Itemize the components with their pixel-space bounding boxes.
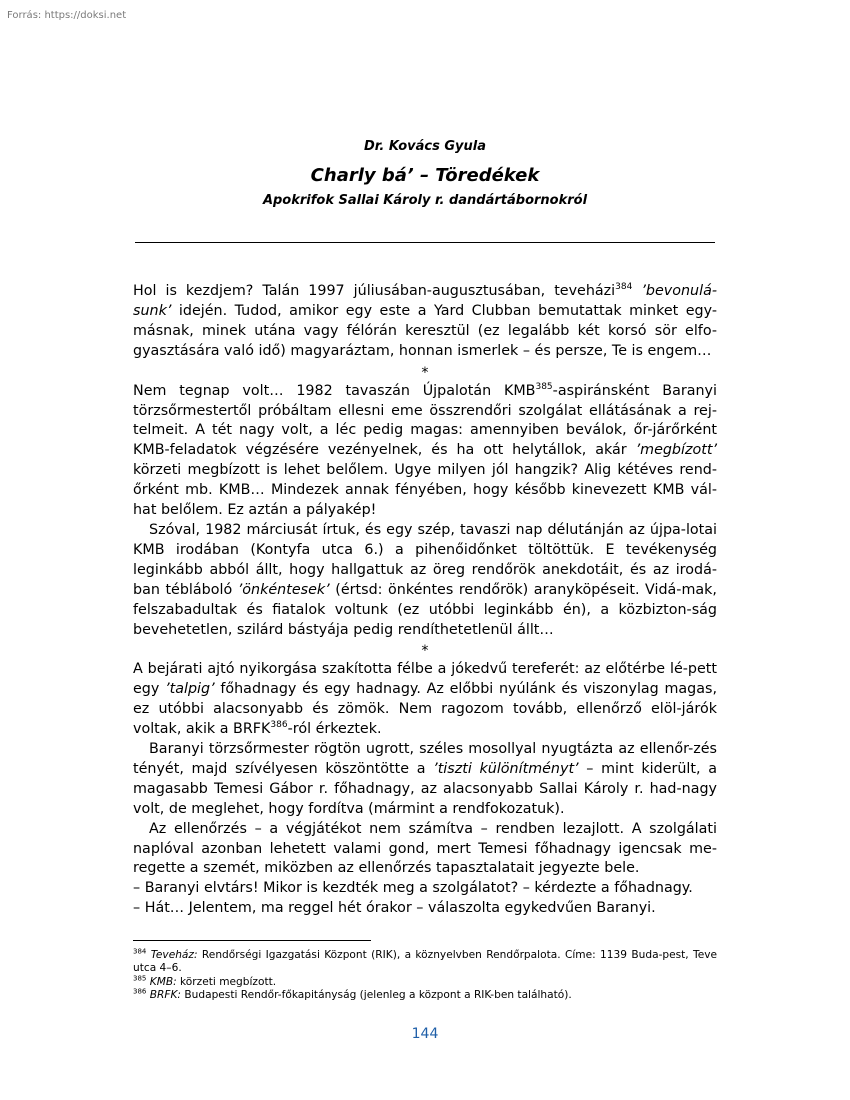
dialogue-line: – Baranyi elvtárs! Mikor is kezdték meg a szolgálatot? – kérdezte a főhadnagy. [133, 880, 693, 897]
header-divider [135, 242, 715, 243]
author: Dr. Kovács Gyula [364, 139, 486, 154]
paragraph: A bejárati ajtó nyikorgása szakította félbe a jókedvű tereferét: az előtérbe lé-pett egy ’talpig’ főhadnagy és egy hadnagy. Az előbbi nyúlánk és viszonylag magas, ez utóbbi alacsonyabb és zömök. Nem ragozom tovább, ellenőrző elöl-járók voltak, akik a BRFK$^{386}$-ról érkeztek. [133, 661, 717, 738]
footnote: $^{386}$ BRFK: Budapesti Rendőr-főkapitányság (jelenleg a központ a RIK-ben található). [133, 987, 572, 1001]
paragraph: Az ellenőrzés – a végjátékot nem számítva – rendben lezajlott. A szolgálati naplóval azonban lehetett valami gond, mert Temesi főhadnagy igencsak me-regette a szemét, miközben az ellenőrzés tapasztalatait jegyezte bele. [133, 820, 717, 877]
dialogue-line: – Hát… Jelentem, ma reggel hét órakor – válaszolta egykedvűen Baranyi. [133, 900, 656, 917]
paragraph: Nem tegnap volt… 1982 tavaszán Újpalotán KMB$^{385}$-aspiránsként Baranyi törzsőrmestertől próbáltam ellesni eme összrendőri szolgálat ellátásának a rej-telmeit. A tét nagy volt, a léc pedig magas: amennyiben beválok, őr-járőrként KMB-feladatok végzésére vezényelnek, és ha ott helytállok, akár ’megbízott’ körzeti megbízott is lehet belőlem. Ugye milyen jól hangzik? Alig kétéves rend-őrként mb. KMB… Mindezek annak fényében, hogy később kinevezett KMB vál-hat belőlem. Ez aztán a pályakép! [133, 381, 717, 519]
paragraph: Szóval, 1982 márciusát írtuk, és egy szép, tavaszi nap délutánján az újpa-lotai KMB irodában (Kontyfa utca 6.) a pihenőidőnket töltöttük. E tevékenység leginkább abból állt, hogy hallgattuk az öreg rendőrök anekdotáit, és az irodá-ban tébláboló ’önkéntesek’ (értsd: önkéntes rendőrök) aranyköpéseit. Vidá-mak, felszabadultak és fiatalok voltunk (ez utóbbi leginkább én), a közbizton-ság bevehetetlen, szilárd bástyája pedig rendíthetetlenül állt… [133, 521, 717, 638]
footnote-ref[interactable]: 386 [270, 720, 288, 731]
article-body [133, 282, 717, 919]
footnote: $^{384}$ Teveház: Rendőrségi Igazgatási Központ (RIK), a köznyelvben Rendőrpalota. Címe: 1139 Buda-pest, Teve utca 4–6. [133, 947, 718, 975]
footnote: $^{385}$ KMB: körzeti megbízott. [133, 974, 277, 988]
footnote-ref[interactable]: 384 [615, 282, 633, 293]
subtitle: Apokrifok Sallai Károly r. dandártábornokról [262, 193, 588, 208]
source-watermark: Forrás: https://doksi.net [7, 10, 127, 21]
footnote-divider [133, 940, 371, 941]
section-separator: * [421, 364, 429, 381]
page-title: Charly bá’ – Töredékek [310, 165, 540, 186]
paragraph: Baranyi törzsőrmester rögtön ugrott, széles mosollyal nyugtázta az ellenőr-zés tényét, majd szívélyesen köszöntötte a ’tiszti különítményt’ – mint kiderült, a magasabb Temesi Gábor r. főhadnagy, az alacsonyabb Sallai Károly r. had-nagy volt, de meglehet, hogy fordítva (mármint a rendfokozatuk). [133, 741, 717, 817]
footnote-ref[interactable]: 385 [535, 381, 553, 392]
section-separator: * [421, 643, 429, 660]
paragraph: Hol is kezdjem? Talán 1997 júliusában-augusztusában, teveházi$^{384}$ ’bevonulá-sunk’ idején. Tudod, amikor egy este a Yard Clubban bemutattak minket egy-másnak, minek utána vagy félórán keresztül (ez legalább két korsó sör elfo-gyasztására való idő) magyaráztam, honnan ismerlek – és persze, Te is engem… [133, 282, 718, 359]
footnotes [133, 949, 717, 1002]
page-number: 144 [411, 1026, 439, 1042]
